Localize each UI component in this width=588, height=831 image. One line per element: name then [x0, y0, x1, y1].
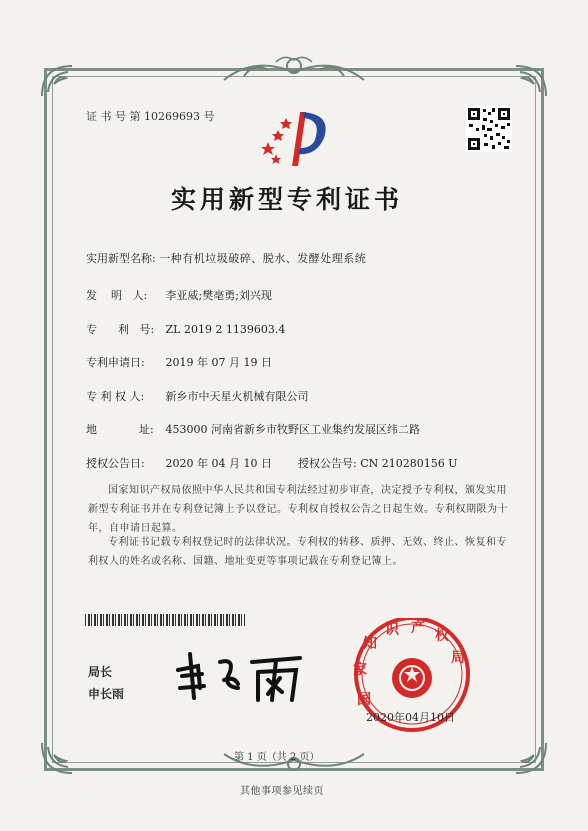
svg-text:局: 局 — [451, 650, 465, 666]
utility-model-name-label: 实用新型名称: — [86, 252, 156, 265]
address-row — [86, 421, 420, 437]
top-ornament — [214, 52, 374, 86]
paragraph-grant-statement: 国家知识产权局依照中华人民共和国专利法经过初步审查，决定授予专利权，颁发实用新型专利证书并在专利登记簿上予以登记。专利权自授权公告之日起生效。专利权期限为十年，自申请日起算。 — [88, 485, 508, 534]
certificate-title: 实用新型专利证书 — [171, 185, 404, 214]
patentee-label: 专 利 权 人: — [86, 390, 145, 403]
utility-model-name-row — [86, 250, 366, 266]
grant-number-row — [298, 455, 458, 471]
director-name: 申长雨 — [88, 687, 125, 701]
footer-note: 其他事项参见续页 — [240, 786, 324, 797]
application-date-value: 2019 年 07 月 19 日 — [165, 356, 272, 369]
corner-ornament-bottom-right — [514, 741, 548, 775]
corner-ornament-bottom-left — [40, 741, 74, 775]
grant-number-label: 授权公告号: — [298, 457, 357, 470]
inventor-value: 李亚威;樊亳勇;刘兴现 — [165, 289, 272, 302]
grant-number-value: CN 210280156 U — [360, 457, 458, 470]
cnipa-logo-icon — [254, 104, 334, 174]
patent-number-row — [86, 321, 285, 337]
inventor-row — [86, 287, 272, 303]
svg-text:家: 家 — [353, 662, 367, 678]
grant-date-label: 授权公告日: — [86, 457, 145, 470]
seal-date: 2020年04月10日 — [366, 711, 455, 724]
svg-text:识: 识 — [385, 622, 399, 638]
patent-number-label: 专 利 号: — [86, 323, 155, 336]
certificate-number: 证 书 号 第 10269693 号 — [86, 110, 215, 123]
barcode — [85, 614, 245, 626]
corner-ornament-top-left — [40, 64, 74, 98]
director-signature — [172, 648, 312, 706]
address-value: 453000 河南省新乡市牧野区工业集约发展区纬二路 — [165, 423, 420, 436]
patentee-value: 新乡市中天星火机械有限公司 — [165, 390, 309, 403]
svg-text:知: 知 — [363, 636, 377, 652]
page-info: 第 1 页（共 2 页） — [234, 752, 320, 763]
application-date-label: 专利申请日: — [86, 356, 145, 369]
director-title: 局长 — [88, 665, 113, 679]
utility-model-name-value: 一种有机垃圾破碎、脱水、发酵处理系统 — [159, 252, 367, 265]
patentee-row — [86, 388, 309, 404]
paragraph-legal-status: 专利证书记载专利权登记时的法律状况。专利权的转移、质押、无效、终止、恢复和专利权人的姓名或名称、国籍、地址变更等事项记载在专利登记簿上。 — [88, 537, 507, 567]
application-date-row — [86, 354, 272, 370]
grant-date-value: 2020 年 04 月 10 日 — [165, 457, 272, 470]
svg-text:权: 权 — [435, 628, 449, 644]
qr-code-icon — [466, 106, 512, 152]
svg-text:国: 国 — [357, 692, 371, 708]
address-label: 地 址: — [86, 423, 154, 436]
svg-text:产: 产 — [411, 620, 425, 636]
patent-number-value: ZL 2019 2 1139603.4 — [165, 323, 286, 336]
inventor-label: 发 明 人: — [86, 289, 148, 302]
corner-ornament-top-right — [514, 64, 548, 98]
grant-date-row — [86, 455, 272, 471]
